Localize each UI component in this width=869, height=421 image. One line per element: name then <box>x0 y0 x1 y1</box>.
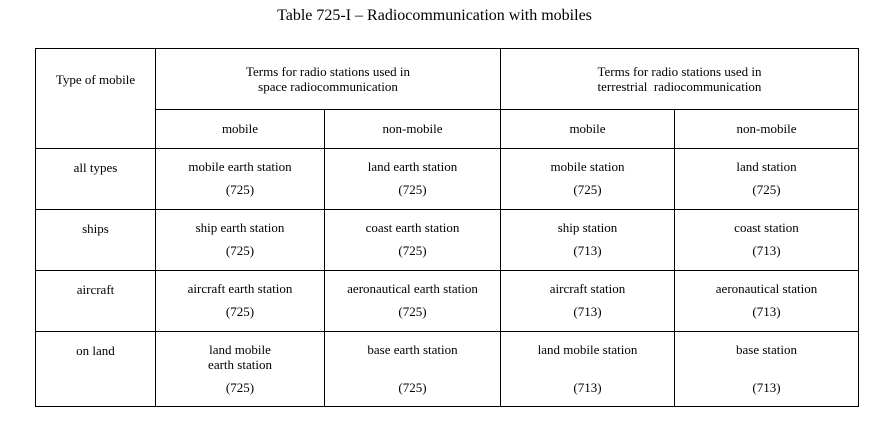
section-reference: (713) <box>752 304 781 319</box>
space-mobile-label: mobile <box>221 121 259 136</box>
section-reference: (725) <box>398 182 427 197</box>
terrestrial-nonmobile-cell <box>675 332 859 407</box>
terrestrial-nonmobile-cell <box>675 149 859 210</box>
type-of-mobile-header <box>36 49 156 149</box>
type-of-mobile-label: Type of mobile <box>55 71 136 87</box>
terrestrial-mobile-cell <box>501 149 675 210</box>
section-reference: (725) <box>752 182 781 197</box>
space-header-line2: space radiocommunication <box>258 79 398 94</box>
section-reference: (725) <box>398 243 427 258</box>
terrestrial-header-line2: terrestrial radiocommunication <box>597 79 762 94</box>
space-mobile-subheader <box>156 110 325 149</box>
section-reference: (725) <box>225 380 255 395</box>
space-nonmobile-cell <box>325 271 501 332</box>
space-mobile-cell <box>156 332 325 407</box>
section-reference: (713) <box>573 380 602 395</box>
terrestrial-header-line1: Terms for radio stations used in <box>597 64 762 79</box>
station-term: ship earth station <box>195 220 285 235</box>
space-nonmobile-subheader <box>325 110 501 149</box>
terrestrial-radiocommunication-header <box>501 49 859 110</box>
station-term: aircraft earth station <box>187 281 293 296</box>
station-term: mobile earth station <box>188 159 292 174</box>
terrestrial-mobile-label: mobile <box>569 121 606 136</box>
type-cell <box>36 149 156 210</box>
table-caption: Table 725-I – Radiocommunication with mobiles <box>277 7 592 24</box>
type-label: all types <box>73 160 118 175</box>
station-term: coast station <box>734 220 799 235</box>
station-term: mobile station <box>550 159 625 174</box>
station-term: aircraft station <box>549 281 626 296</box>
space-mobile-cell <box>156 149 325 210</box>
space-nonmobile-cell <box>325 149 501 210</box>
space-radiocommunication-header <box>156 49 501 110</box>
station-term: aeronautical station <box>715 281 818 296</box>
station-term-line2: earth station <box>208 357 272 372</box>
station-term: base earth station <box>367 342 458 357</box>
section-reference: (713) <box>573 304 602 319</box>
type-label: ships <box>82 221 109 236</box>
header-row <box>36 49 859 110</box>
station-term-line1: land mobile <box>209 342 271 357</box>
type-cell <box>36 210 156 271</box>
section-reference: (725) <box>225 243 255 258</box>
station-term: base station <box>735 342 797 357</box>
station-term <box>156 332 324 374</box>
terrestrial-nonmobile-label: non-mobile <box>736 121 797 136</box>
section-reference: (725) <box>398 304 427 319</box>
terrestrial-mobile-cell <box>501 332 675 407</box>
table-row <box>36 210 859 271</box>
terrestrial-mobile-subheader <box>501 110 675 149</box>
section-reference: (713) <box>573 243 602 258</box>
station-term: coast earth station <box>365 220 460 235</box>
station-term: land station <box>736 159 797 174</box>
space-mobile-cell <box>156 271 325 332</box>
space-nonmobile-cell <box>325 210 501 271</box>
section-reference: (725) <box>398 380 427 395</box>
table-row <box>36 149 859 210</box>
table-row <box>36 271 859 332</box>
section-reference: (725) <box>225 304 255 319</box>
terrestrial-mobile-cell <box>501 271 675 332</box>
section-reference: (713) <box>752 243 781 258</box>
type-cell <box>36 332 156 407</box>
table-row <box>36 332 859 407</box>
subheader-row <box>36 110 859 149</box>
space-nonmobile-cell <box>325 332 501 407</box>
type-cell <box>36 271 156 332</box>
space-nonmobile-label: non-mobile <box>382 121 443 136</box>
radiocommunication-table <box>35 48 859 407</box>
type-label: on land <box>76 343 115 358</box>
space-mobile-cell <box>156 210 325 271</box>
space-header-line1: Terms for radio stations used in <box>245 64 411 79</box>
section-reference: (725) <box>225 182 255 197</box>
section-reference: (713) <box>752 380 781 395</box>
terrestrial-nonmobile-cell <box>675 210 859 271</box>
station-term: ship station <box>557 220 618 235</box>
terrestrial-mobile-cell <box>501 210 675 271</box>
terrestrial-nonmobile-subheader <box>675 110 859 149</box>
terrestrial-nonmobile-cell <box>675 271 859 332</box>
station-term: land earth station <box>367 159 458 174</box>
section-reference: (725) <box>573 182 602 197</box>
type-label: aircraft <box>76 282 115 297</box>
station-term: land mobile station <box>537 342 638 357</box>
station-term: aeronautical earth station <box>347 281 478 296</box>
